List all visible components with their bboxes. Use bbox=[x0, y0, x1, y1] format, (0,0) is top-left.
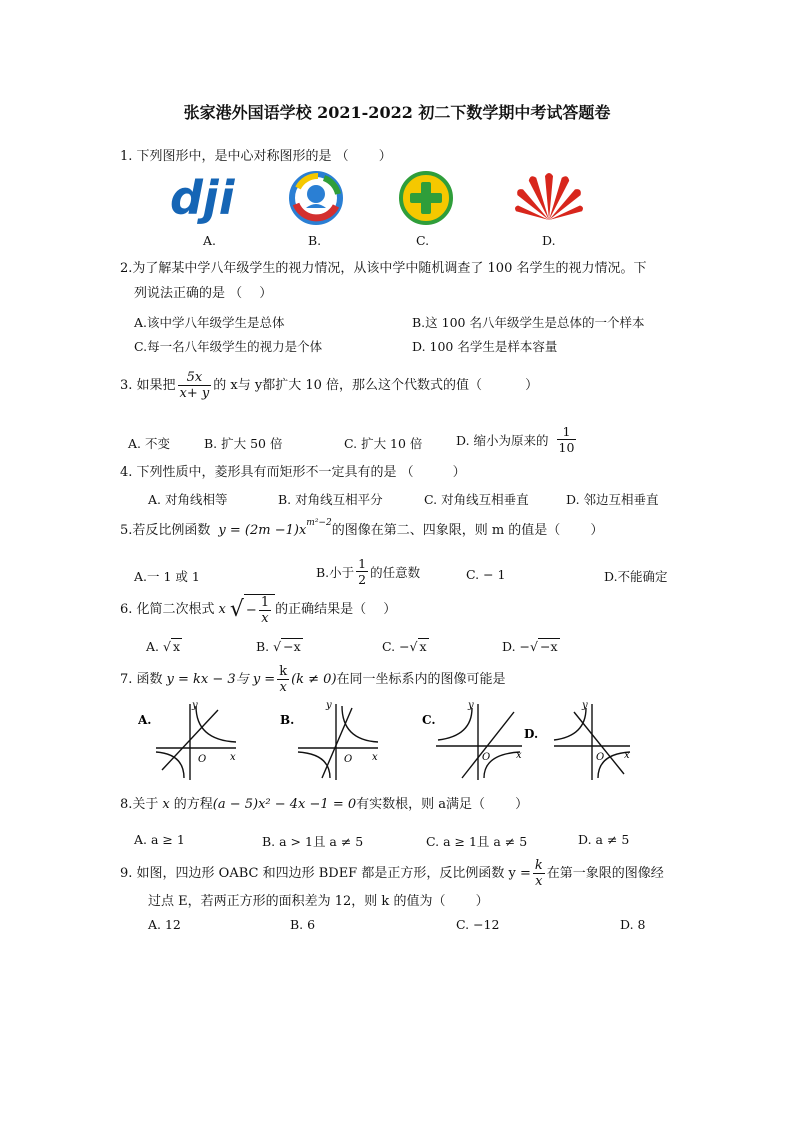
graph-a-origin: O bbox=[198, 754, 207, 765]
q6-option-a: A. √ x bbox=[146, 639, 181, 654]
question-1-stem: 1. 下列图形中，是中心对称图形的是 （ ） bbox=[120, 149, 392, 164]
q6-option-b-radicand: −x bbox=[283, 639, 301, 654]
question-2-stem-line1: 2.为了解某中学八年级学生的视力情况，从该中学中随机调查了 100 名学生的视力情况。下 bbox=[120, 261, 647, 276]
q8-suffix: 有实数根，则 a满足（ ） bbox=[356, 797, 529, 812]
q9-option-c: C. −12 bbox=[456, 917, 500, 932]
dji-logo-text: dji bbox=[170, 172, 235, 224]
q6-suffix: 的正确结果是（ ） bbox=[275, 602, 397, 617]
q9-fraction bbox=[533, 858, 545, 889]
q7-k-num: k bbox=[279, 664, 288, 679]
q4-option-a: A. 对角线相等 bbox=[148, 492, 228, 507]
q6-radicand-fraction bbox=[259, 595, 271, 626]
graph-b-x-label: x bbox=[372, 752, 378, 763]
q1-label-c: C. bbox=[416, 233, 430, 248]
q5-option-b-fraction bbox=[356, 556, 368, 587]
q8-prefix: 8.关于 bbox=[120, 797, 159, 812]
graph-d-y-label: y bbox=[582, 700, 588, 711]
q7-graph-d bbox=[524, 700, 634, 782]
q6-option-b-label: B. bbox=[256, 639, 270, 654]
q2-option-c: C.每一名八年级学生的视力是个体 bbox=[134, 339, 323, 354]
q3-numerator: 5x bbox=[178, 370, 212, 386]
q6-prefix: 6. 化简二次根式 bbox=[120, 602, 215, 617]
q5-option-b-text: B.小于 bbox=[316, 564, 355, 580]
graph-c-label: C. bbox=[422, 713, 436, 727]
q5-formula: y = (2m −1)x bbox=[218, 523, 307, 538]
q7-formula: y = kx − 3与 y = bbox=[166, 671, 276, 687]
q3-option-a: A. 不变 bbox=[128, 436, 170, 451]
q6-radicand: − $\frac{1}{x}$ bbox=[244, 594, 275, 626]
q2-option-a: A.该中学八年级学生是总体 bbox=[134, 315, 285, 330]
graph-c-y-label: y bbox=[468, 700, 474, 711]
q8-option-a: A. a ≥ 1 bbox=[134, 832, 185, 847]
q5-b-numerator: 1 bbox=[358, 556, 367, 571]
question-6-stem bbox=[120, 594, 396, 626]
q6-option-b: B. √ −x bbox=[256, 639, 301, 654]
q8-option-b: B. a > 1且 a ≠ 5 bbox=[262, 834, 364, 849]
q7-graph-c bbox=[422, 700, 526, 782]
q9-k-num: k bbox=[534, 858, 543, 873]
option-a-dji-logo bbox=[168, 172, 254, 224]
q1-label-b: B. bbox=[308, 233, 322, 248]
q7-k-den: x bbox=[279, 680, 287, 695]
q8-mid: 的方程 bbox=[173, 797, 213, 812]
question-3-stem bbox=[120, 370, 538, 401]
q7-condition: (k ≠ 0) bbox=[291, 671, 337, 687]
option-c-plus-logo bbox=[398, 170, 454, 226]
question-8-stem bbox=[120, 796, 528, 814]
q6-option-c: C. −√ x bbox=[382, 639, 427, 654]
question-7-stem bbox=[120, 664, 506, 695]
q3-option-b: B. 扩大 50 倍 bbox=[204, 436, 283, 451]
graph-d-origin: O bbox=[596, 752, 605, 763]
graph-b-label: B. bbox=[280, 713, 295, 727]
q6-radical-sign: √ bbox=[229, 597, 244, 622]
q9-option-b: B. 6 bbox=[290, 917, 316, 932]
q3-suffix: 的 x与 y都扩大 10 倍，那么这个代数式的值（ ） bbox=[213, 377, 539, 393]
graph-a-x-label: x bbox=[230, 752, 236, 763]
option-b-tencent-logo bbox=[288, 170, 344, 226]
q7-fraction bbox=[277, 664, 289, 695]
q3-option-c: C. 扩大 10 倍 bbox=[344, 436, 423, 451]
q5-suffix: 的图像在第二、四象限，则 m 的值是（ ） bbox=[331, 523, 604, 538]
graph-a-y-label: y bbox=[192, 700, 198, 711]
q8-var: x bbox=[162, 797, 170, 812]
q4-option-d: D. 邻边互相垂直 bbox=[566, 492, 659, 507]
q6-option-d-radicand: −x bbox=[539, 639, 558, 654]
question-5-stem bbox=[120, 518, 604, 540]
q8-option-d: D. a ≠ 5 bbox=[578, 832, 630, 847]
q8-option-c: C. a ≥ 1且 a ≠ 5 bbox=[426, 834, 528, 849]
q6-option-c-radicand: x bbox=[419, 639, 427, 654]
q7-graph-b bbox=[280, 700, 384, 782]
question-9-stem-line1 bbox=[120, 858, 664, 889]
q5-prefix: 5.若反比例函数 bbox=[120, 523, 211, 538]
q5-b-denominator: 2 bbox=[358, 572, 367, 587]
q3-option-d bbox=[456, 424, 578, 455]
q3-denominator: x+ y bbox=[179, 386, 210, 401]
q6-var: x bbox=[218, 602, 226, 617]
question-2-stem-line2: 列说法正确的是 （ ） bbox=[134, 286, 273, 301]
q6-option-d: D. −√ −x bbox=[502, 639, 558, 654]
q1-label-a: A. bbox=[203, 233, 217, 248]
q2-option-d: D. 100 名学生是样本容量 bbox=[412, 339, 558, 354]
graph-a-label: A. bbox=[138, 713, 152, 727]
page-title: 张家港外国语学校 2021-2022 初二下数学期中考试答题卷 bbox=[183, 103, 611, 122]
question-9-stem-line2: 过点 E，若两正方形的面积差为 12，则 k 的值为（ ） bbox=[148, 894, 489, 909]
graph-c-origin: O bbox=[482, 752, 491, 763]
q4-option-b: B. 对角线互相平分 bbox=[278, 492, 383, 507]
q5-option-b-tail: 的任意数 bbox=[370, 564, 421, 580]
q3-option-d-text: D. 缩小为原来的 bbox=[456, 432, 549, 448]
q7-graph-a bbox=[138, 700, 242, 782]
q6-radicand-den: x bbox=[261, 611, 269, 626]
q6-option-a-radicand: x bbox=[172, 639, 181, 654]
q5-exponent: m²−2 bbox=[306, 518, 332, 528]
q8-equation: (a − 5)x² − 4x −1 = 0 bbox=[212, 797, 357, 812]
q9-k-den: x bbox=[535, 874, 543, 889]
q5-option-c: C. − 1 bbox=[466, 567, 506, 582]
q1-label-d: D. bbox=[542, 233, 556, 248]
graph-c-x-label: x bbox=[516, 750, 522, 761]
q7-suffix: 在同一坐标系内的图像可能是 bbox=[336, 671, 506, 687]
q6-option-c-label: C. − bbox=[382, 639, 410, 654]
q6-option-a-label: A. bbox=[146, 639, 160, 654]
q6-radicand-num: 1 bbox=[260, 595, 270, 610]
q4-option-c: C. 对角线互相垂直 bbox=[424, 492, 529, 507]
q3-fraction bbox=[178, 370, 212, 401]
q9-stem1a: 9. 如图，四边形 OABC 和四边形 BDEF 都是正方形，反比例函数 y = bbox=[120, 865, 531, 881]
graph-b-y-label: y bbox=[326, 700, 332, 711]
q6-option-d-label: D. − bbox=[502, 639, 530, 654]
option-d-huawei-logo bbox=[512, 170, 586, 226]
q9-option-d: D. 8 bbox=[620, 917, 646, 932]
q9-stem1b: 在第一象限的图像经 bbox=[546, 865, 664, 881]
graph-d-label: D. bbox=[524, 727, 539, 741]
question-4-stem: 4. 下列性质中，菱形具有而矩形不一定具有的是 （ ） bbox=[120, 465, 466, 480]
q3-d-numerator: 1 bbox=[557, 424, 577, 440]
graph-b-origin: O bbox=[344, 754, 353, 765]
q5-option-a: A.一 1 或 1 bbox=[134, 569, 200, 584]
q7-prefix: 7. 函数 bbox=[120, 671, 163, 687]
q3-d-denominator: 10 bbox=[558, 440, 575, 455]
graph-d-x-label: x bbox=[624, 750, 630, 761]
q3-prefix: 3. 如果把 bbox=[120, 377, 176, 393]
q3-option-d-fraction bbox=[557, 424, 577, 455]
q2-option-b: B.这 100 名八年级学生是总体的一个样本 bbox=[412, 315, 645, 330]
q5-option-b bbox=[316, 556, 420, 587]
q5-option-d: D.不能确定 bbox=[604, 569, 668, 584]
q9-option-a: A. 12 bbox=[148, 917, 181, 932]
